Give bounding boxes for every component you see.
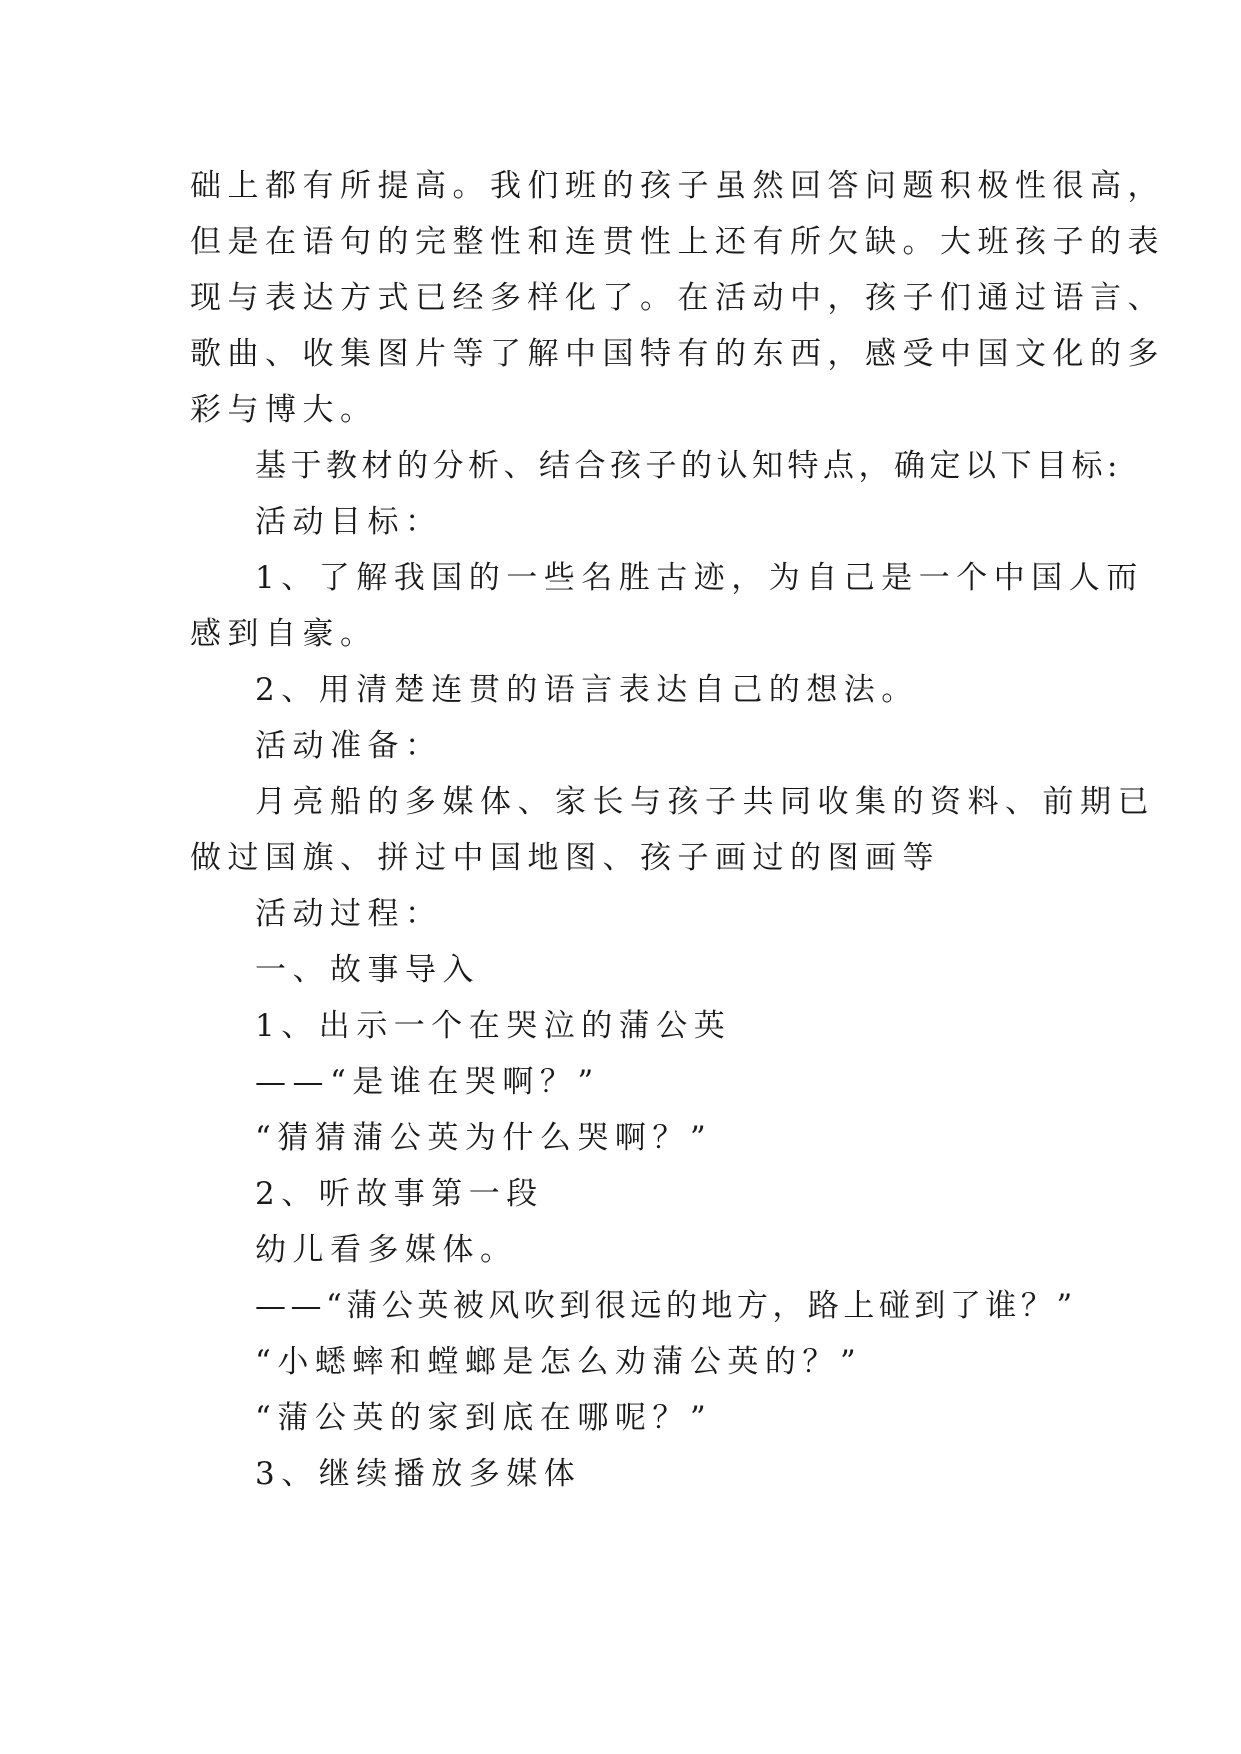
paragraph-line: 幼儿看多媒体。 [255, 1232, 518, 1268]
subsection-heading: 一、故事导入 [255, 952, 480, 988]
paragraph-line: 月亮船的多媒体、家长与孩子共同收集的资料、前期已 [255, 784, 1155, 820]
paragraph-line: 础上都有所提高。我们班的孩子虽然回答问题积极性很高， [190, 168, 1165, 204]
paragraph-line: 歌曲、收集图片等了解中国特有的东西，感受中国文化的多 [190, 336, 1165, 372]
paragraph-line: 做过国旗、拼过中国地图、孩子画过的图画等 [190, 840, 940, 876]
section-heading: 活动目标： [255, 504, 443, 540]
paragraph-line: 感到自豪。 [190, 616, 378, 652]
dialogue-line: ——“是谁在哭啊？” [255, 1064, 600, 1100]
list-item: 2、听故事第一段 [255, 1176, 544, 1212]
dialogue-line: “小蟋蟀和螳螂是怎么劝蒲公英的？” [255, 1344, 863, 1380]
dialogue-line: “蒲公英的家到底在哪呢？” [255, 1400, 713, 1436]
paragraph-line: 但是在语句的完整性和连贯性上还有所欠缺。大班孩子的表 [190, 224, 1165, 260]
paragraph-line: 彩与博大。 [190, 392, 378, 428]
section-heading: 活动准备： [255, 728, 443, 764]
list-item: 1、出示一个在哭泣的蒲公英 [255, 1008, 732, 1044]
list-item: 2、用清楚连贯的语言表达自己的想法。 [255, 672, 919, 708]
paragraph-line: 现与表达方式已经多样化了。在活动中，孩子们通过语言、 [190, 280, 1165, 316]
dialogue-line: “猜猜蒲公英为什么哭啊？” [255, 1120, 713, 1156]
dialogue-line: ——“蒲公英被风吹到很远的地方，路上碰到了谁？” [255, 1288, 1077, 1324]
paragraph-line: 基于教材的分析、结合孩子的认知特点，确定以下目标: [255, 448, 1122, 484]
section-heading: 活动过程： [255, 896, 443, 932]
list-item: 3、继续播放多媒体 [255, 1456, 582, 1492]
list-item: 1、了解我国的一些名胜古迹，为自己是一个中国人而 [255, 560, 1144, 596]
